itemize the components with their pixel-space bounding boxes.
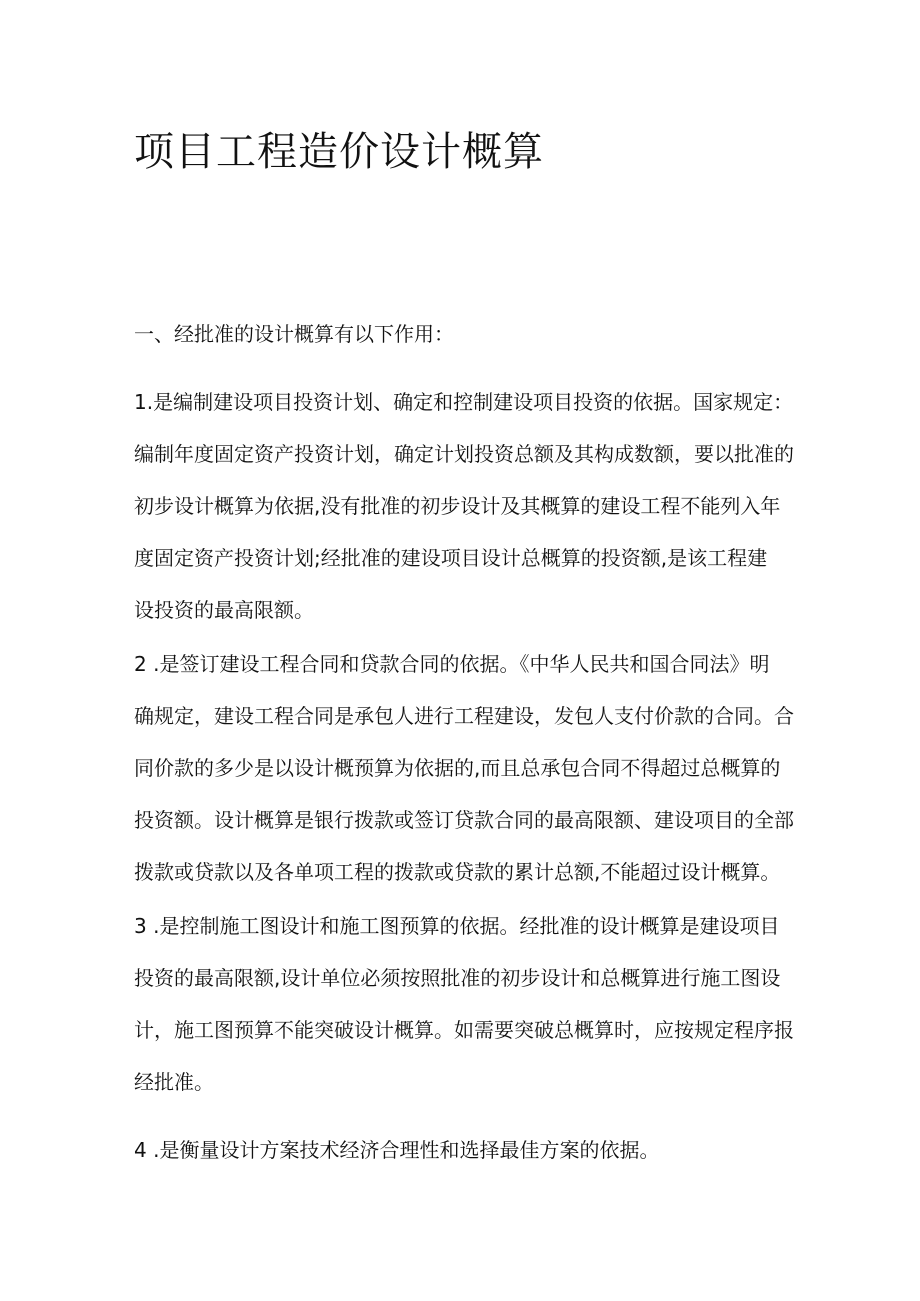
section-heading: 一、经批准的设计概算有以下作用： [134, 322, 454, 346]
paragraph-3 [134, 912, 794, 1120]
paragraph-1 [134, 388, 794, 648]
paragraph-line: 确规定，建设工程合同是承包人进行工程建设，发包人支付价款的合同。合 [134, 704, 794, 728]
paragraph-line: 3 .是控制施工图设计和施工图预算的依据。经批准的设计概算是建设项目 [134, 914, 780, 938]
paragraph-4 [134, 1136, 794, 1188]
paragraph-line: 投资的最高限额,设计单位必须按照批准的初步设计和总概算进行施工图设 [134, 966, 781, 990]
paragraph-2 [134, 650, 794, 910]
paragraph-line: 同价款的多少是以设计概预算为依据的,而且总承包合同不得超过总概算的 [134, 756, 781, 780]
paragraph-line: 经批准。 [134, 1070, 214, 1094]
paragraph-line: 投资额。设计概算是银行拨款或签订贷款合同的最高限额、建设项目的全部 [134, 808, 794, 832]
paragraph-line: 计，施工图预算不能突破设计概算。如需要突破总概算时，应按规定程序报 [134, 1018, 794, 1042]
paragraph-line: 初步设计概算为依据,没有批准的初步设计及其概算的建设工程不能列入年 [134, 494, 781, 518]
paragraph-line: 4 .是衡量设计方案技术经济合理性和选择最佳方案的依据。 [134, 1138, 660, 1162]
paragraph-line: 度固定资产投资计划;经批准的建设项目设计总概算的投资额,是该工程建 [134, 546, 768, 570]
paragraph-line: 编制年度固定资产投资计划，确定计划投资总额及其构成数额，要以批准的 [134, 442, 794, 466]
paragraph-line: 拨款或贷款以及各单项工程的拨款或贷款的累计总额,不能超过设计概算。 [134, 860, 781, 884]
paragraph-line: 设投资的最高限额。 [134, 598, 314, 622]
paragraph-line: 1.是编制建设项目投资计划、确定和控制建设项目投资的依据。国家规定： [134, 390, 794, 414]
page-title: 项目工程造价设计概算 [134, 129, 544, 175]
paragraph-line: 2 .是签订建设工程合同和贷款合同的依据。《中华人民共和国合同法》明 [134, 652, 770, 676]
